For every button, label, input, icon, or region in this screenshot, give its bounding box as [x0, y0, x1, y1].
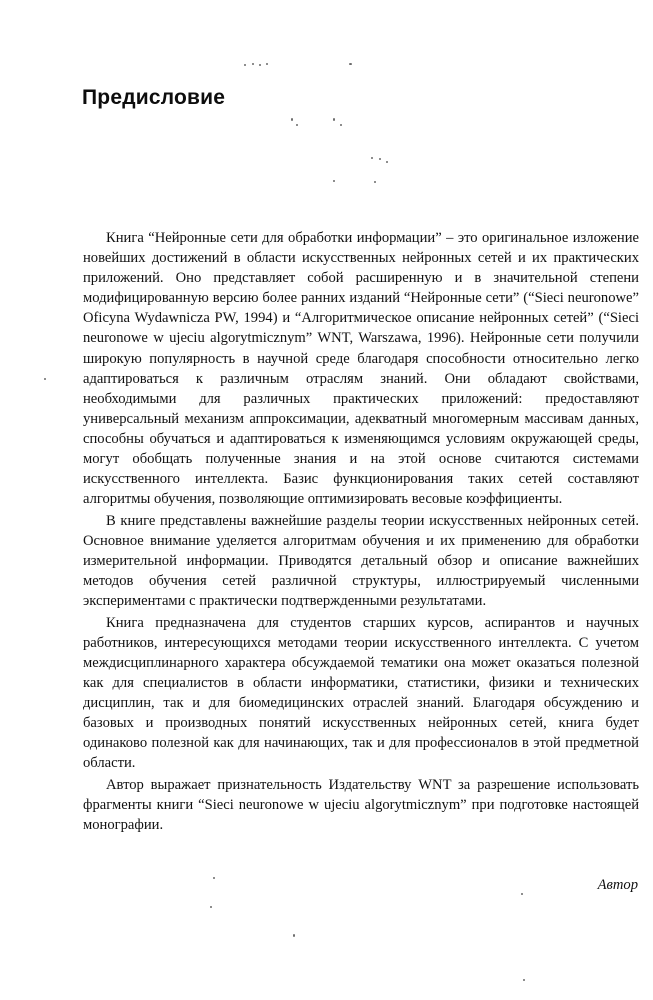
scan-speck — [213, 877, 215, 879]
paragraph-audience: Книга предназначена для студентов старших курсов, аспирантов и научных работников, интересующихся методами теории искусственного интеллекта. С учетом междисциплинарного характера обсуждаемой тематики она может оказаться полезной как для специалистов в области информатики, статистики, физики и технических дисциплин, так и для биомедицинских отраслей знаний. Благодаря обсуждению и базовых и производных понятий искусственных нейронных сетей, книга будет одинаково полезной как для начинающих, так и для профессионалов в этой предметной области. — [83, 614, 639, 772]
page-title: Предисловие — [82, 86, 226, 109]
paragraph-contents: В книге представлены важнейшие разделы теории искусственных нейронных сетей. Основное внимание уделяется алгоритмам обучения и их применению для обработки измерительной информации. Приводятся детальный обзор и описание важнейших методов обучения сетей различной структуры, иллюстрируемый численными экспериментами с практически подтвержденными результатами. — [83, 512, 639, 610]
scan-speck — [521, 893, 523, 895]
paragraph-intro: Книга “Нейронные сети для обработки информации” – это оригинальное изложение новейших достижений в области искусственных нейронных сетей и их практических приложений. Оно представляет собой расширенную и в значительной степени модифицированную версию более ранних изданий “Нейронные сети” (“Sieci neuronowe” Oficyna Wydawnicza PW, 1994) и “Алгоритмическое описание нейронных сетей” (“Sieci neuronowe w ujeciu algorytmicznym” WNT, Warszawa, 1996). Нейронные сети получили широкую популярность в научной среде благодаря способности относительно легко адаптироваться к различным отраслям знаний. Они обладают свойствами, необходимыми для различных практических приложений: предоставляют универсальный механизм аппроксимации, адекватный многомерным массивам данных, способны обучаться и адаптироваться к изменяющимся условиям окружающей среды, могут обобщать полученные знания и на этой основе считаются системами искусственного интеллекта. Базис функционирования таких сетей составляют алгоритмы обучения, позволяющие оптимизировать весовые коэффициенты. — [83, 230, 639, 508]
scan-speck — [296, 124, 298, 126]
scan-speck — [293, 934, 295, 937]
scan-speck — [44, 378, 46, 380]
scan-speck — [386, 161, 388, 163]
scan-speck — [340, 124, 342, 126]
scan-speck — [333, 118, 335, 121]
author-signature: Автор — [597, 877, 638, 893]
scan-speck — [349, 63, 352, 65]
scan-speck — [252, 63, 254, 65]
scan-speck — [266, 63, 268, 65]
scan-speck — [371, 157, 373, 159]
scan-speck — [210, 906, 212, 908]
scan-speck — [523, 979, 525, 981]
scan-speck — [291, 118, 293, 121]
scan-speck — [244, 64, 246, 66]
scan-speck — [259, 64, 261, 66]
scan-speck — [379, 158, 381, 160]
paragraph-acknowledgement: Автор выражает признательность Издательству WNT за разрешение использовать фрагменты книги “Sieci neuronowe w ujeciu algorytmicznym” при подготовке настоящей монографии. — [83, 777, 639, 834]
scan-speck — [374, 181, 376, 183]
preface-body — [83, 228, 639, 837]
scan-speck — [333, 180, 335, 182]
